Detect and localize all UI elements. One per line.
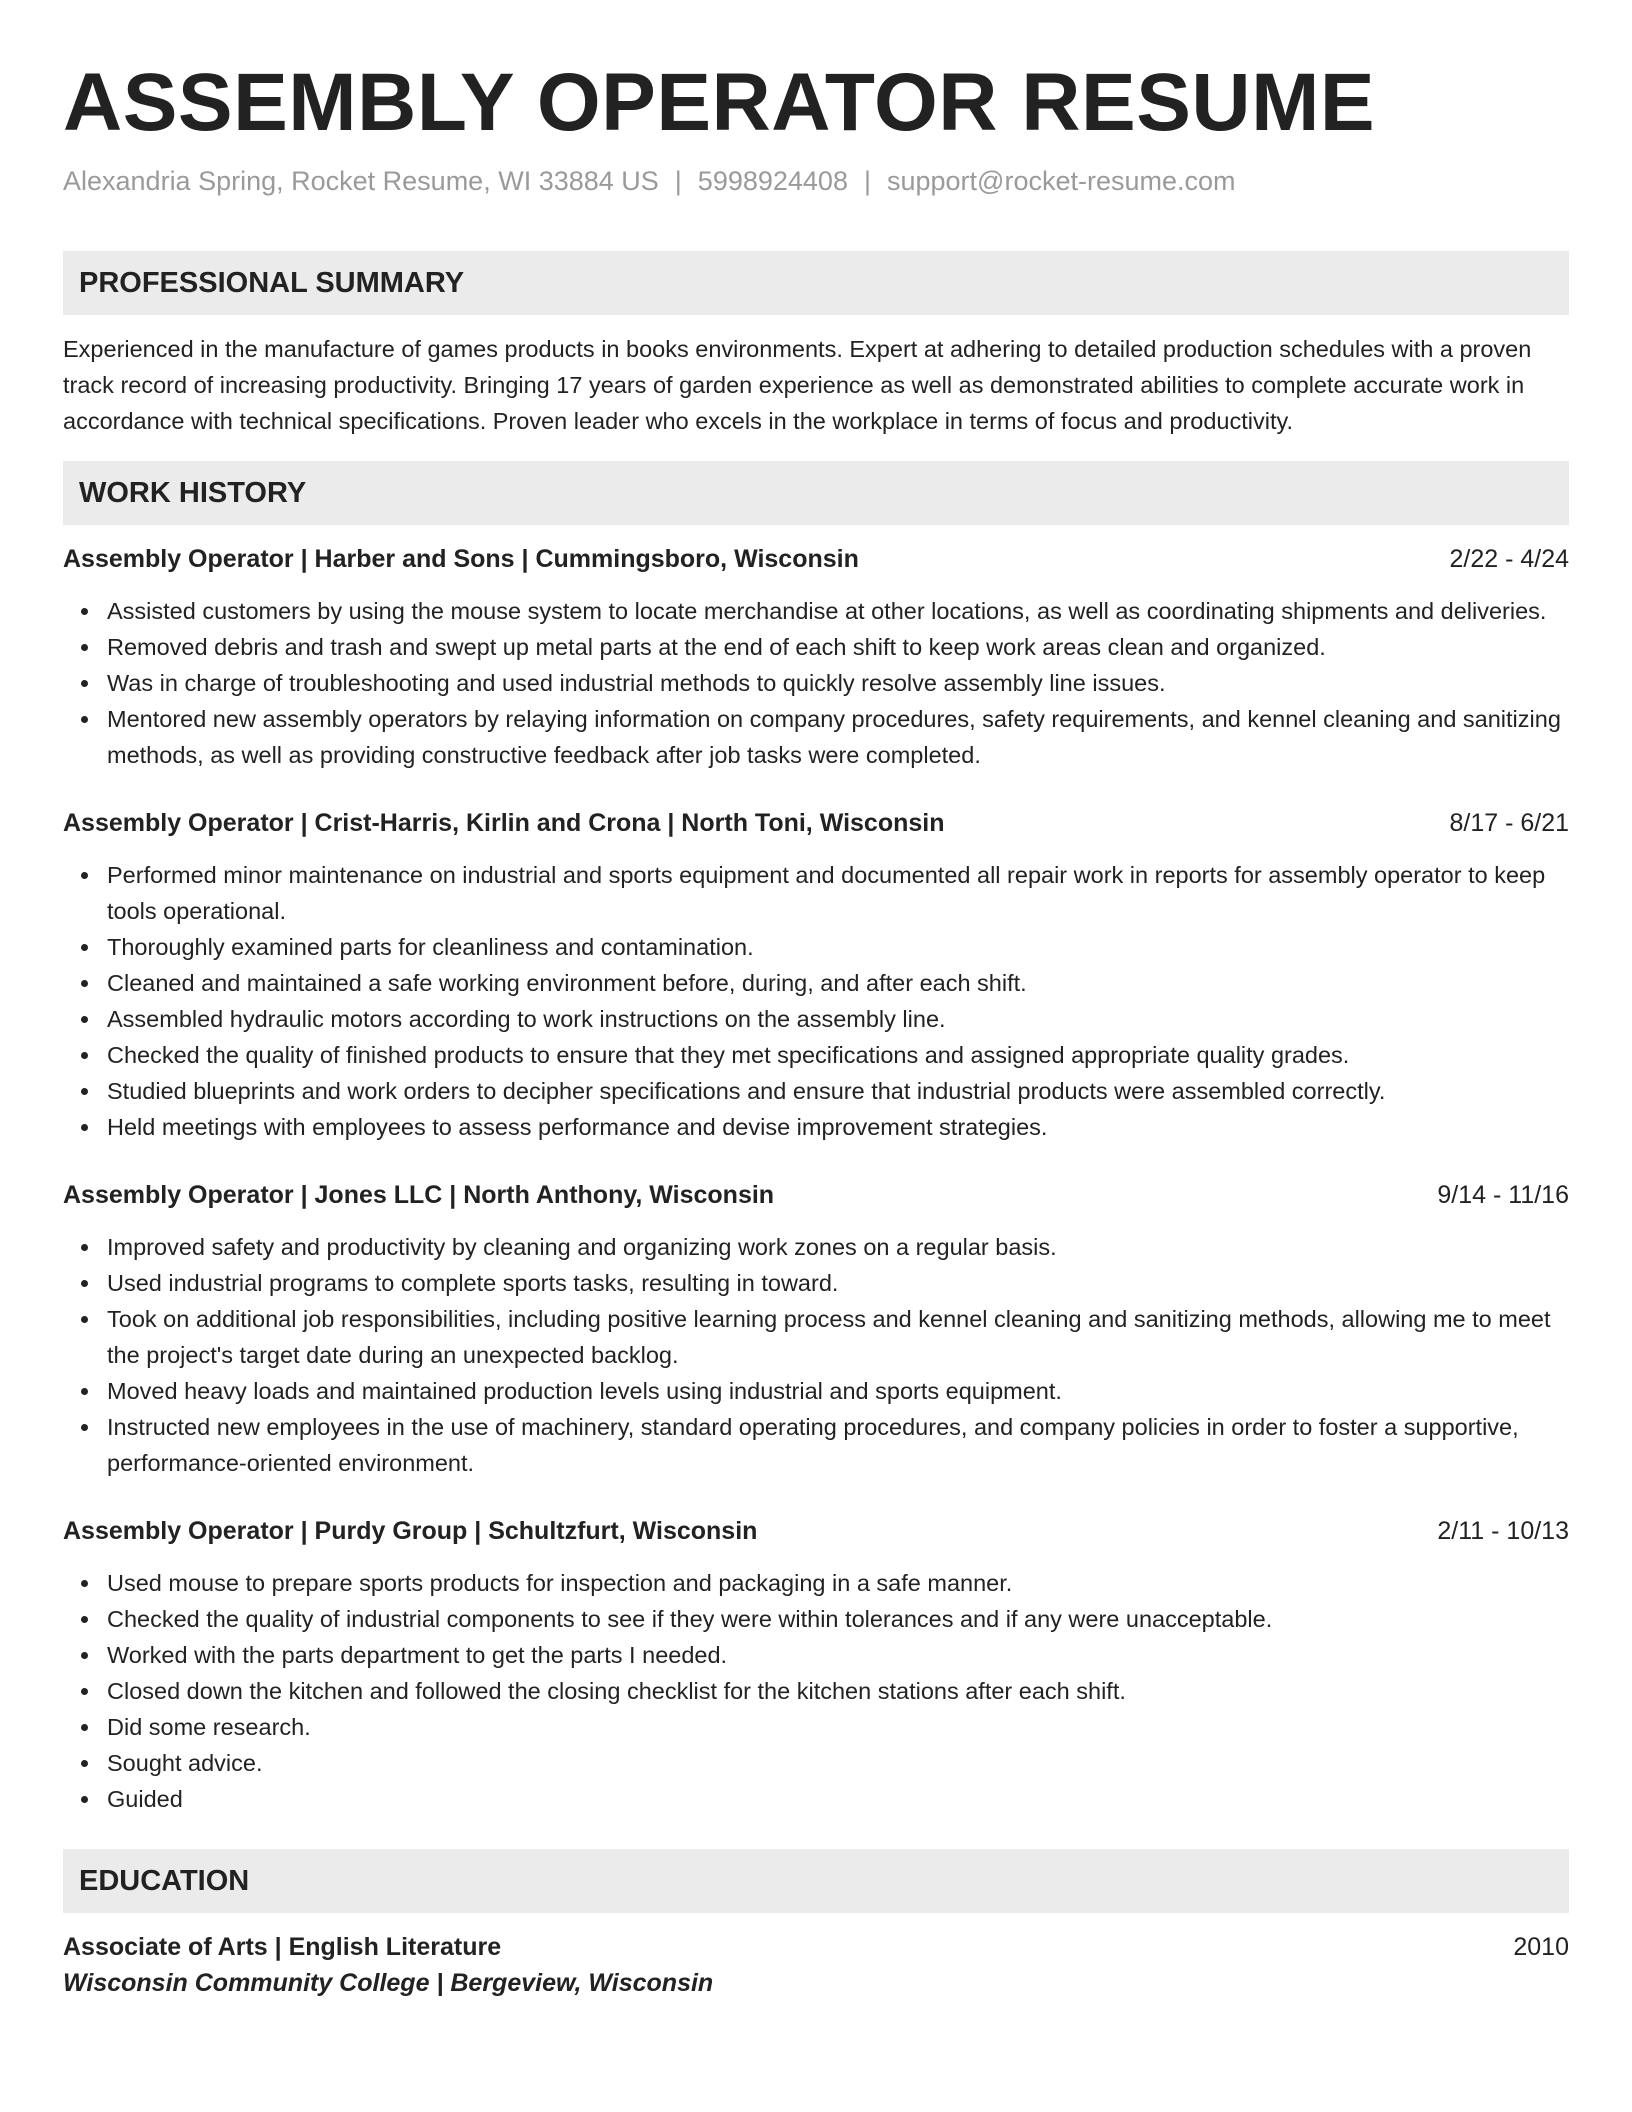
job-dates: 2/11 - 10/13 xyxy=(1437,1517,1569,1546)
job-bullets xyxy=(63,593,1569,773)
job-bullet: Assisted customers by using the mouse system to locate merchandise at other locations, as well as coordinating shipments and deliveries. xyxy=(107,593,1569,629)
job-title: Assembly Operator | Jones LLC | North Anthony, Wisconsin xyxy=(63,1181,775,1210)
job-bullet: Held meetings with employees to assess performance and devise improvement strategies. xyxy=(107,1109,1569,1145)
job-header xyxy=(63,1513,1569,1549)
job-bullet: Used mouse to prepare sports products for inspection and packaging in a safe manner. xyxy=(107,1565,1569,1601)
job-header xyxy=(63,805,1569,841)
job-dates: 9/14 - 11/16 xyxy=(1437,1181,1569,1210)
job-bullet: Checked the quality of industrial components to see if they were within tolerances and if any were unacceptable. xyxy=(107,1601,1569,1637)
job-bullet: Did some research. xyxy=(107,1709,1569,1745)
job-title: Assembly Operator | Harber and Sons | Cummingsboro, Wisconsin xyxy=(63,545,859,574)
contact-email: support@rocket-resume.com xyxy=(886,166,1236,197)
job-bullet: Thoroughly examined parts for cleanliness and contamination. xyxy=(107,929,1569,965)
job-title: Assembly Operator | Purdy Group | Schultzfurt, Wisconsin xyxy=(63,1517,758,1546)
job-bullet: Removed debris and trash and swept up metal parts at the end of each shift to keep work areas clean and organized. xyxy=(107,629,1569,665)
job-bullet: Cleaned and maintained a safe working environment before, during, and after each shift. xyxy=(107,965,1569,1001)
contact-phone: 5998924408 xyxy=(697,166,848,197)
job-bullets xyxy=(63,1565,1569,1817)
job-entry xyxy=(63,541,1569,773)
job-bullet: Worked with the parts department to get the parts I needed. xyxy=(107,1637,1569,1673)
job-bullet: Took on additional job responsibilities, including positive learning process and kennel cleaning and sanitizing methods, allowing me to meet the project's target date during an unexpected backlog. xyxy=(107,1301,1569,1373)
job-bullet: Sought advice. xyxy=(107,1745,1569,1781)
job-bullet: Closed down the kitchen and followed the closing checklist for the kitchen stations after each shift. xyxy=(107,1673,1569,1709)
job-entry xyxy=(63,1513,1569,1817)
job-entry xyxy=(63,805,1569,1145)
job-bullet: Improved safety and productivity by cleaning and organizing work zones on a regular basis. xyxy=(107,1229,1569,1265)
job-entry xyxy=(63,1177,1569,1481)
job-bullet: Checked the quality of finished products to ensure that they met specifications and assigned appropriate quality grades. xyxy=(107,1037,1569,1073)
job-bullet: Assembled hydraulic motors according to work instructions on the assembly line. xyxy=(107,1001,1569,1037)
contact-address: Alexandria Spring, Rocket Resume, WI 33884 US xyxy=(63,166,659,197)
job-bullet: Was in charge of troubleshooting and used industrial methods to quickly resolve assembly line issues. xyxy=(107,665,1569,701)
job-bullet: Studied blueprints and work orders to decipher specifications and ensure that industrial products were assembled correctly. xyxy=(107,1073,1569,1109)
work-history-heading: WORK HISTORY xyxy=(63,461,1569,525)
job-header xyxy=(63,1177,1569,1213)
education-header xyxy=(63,1929,1569,1965)
job-dates: 8/17 - 6/21 xyxy=(1449,809,1569,838)
education-heading: EDUCATION xyxy=(63,1849,1569,1913)
education-year: 2010 xyxy=(1513,1933,1569,1962)
job-header xyxy=(63,541,1569,577)
education-school: Wisconsin Community College | Bergeview, Wisconsin xyxy=(63,1969,714,1998)
page-title: ASSEMBLY OPERATOR RESUME xyxy=(63,57,1376,148)
job-bullet: Moved heavy loads and maintained production levels using industrial and sports equipment. xyxy=(107,1373,1569,1409)
contact-line xyxy=(63,164,1569,199)
job-dates: 2/22 - 4/24 xyxy=(1449,545,1569,574)
contact-separator: | xyxy=(863,166,871,197)
job-bullets xyxy=(63,857,1569,1145)
job-bullet: Used industrial programs to complete sports tasks, resulting in toward. xyxy=(107,1265,1569,1301)
job-bullet: Mentored new assembly operators by relaying information on company procedures, safety requirements, and kennel cleaning and sanitizing methods, as well as providing constructive feedback after job tasks were completed. xyxy=(107,701,1569,773)
job-bullets xyxy=(63,1229,1569,1481)
contact-separator: | xyxy=(674,166,682,197)
education-degree: Associate of Arts | English Literature xyxy=(63,1933,502,1962)
job-bullet: Instructed new employees in the use of machinery, standard operating procedures, and company policies in order to foster a supportive, performance-oriented environment. xyxy=(107,1409,1569,1481)
job-bullet: Guided xyxy=(107,1781,1569,1817)
job-title: Assembly Operator | Crist-Harris, Kirlin and Crona | North Toni, Wisconsin xyxy=(63,809,945,838)
summary-text: Experienced in the manufacture of games products in books environments. Expert at adhering to detailed production schedules with a proven track record of increasing productivity. Bringing 17 years of garden experience as well as demonstrated abilities to complete accurate work in accordance with technical specifications. Proven leader who excels in the workplace in terms of focus and productivity. xyxy=(63,336,1532,435)
summary-heading: PROFESSIONAL SUMMARY xyxy=(63,251,1569,315)
job-bullet: Performed minor maintenance on industrial and sports equipment and documented all repair work in reports for assembly operator to keep tools operational. xyxy=(107,857,1569,929)
